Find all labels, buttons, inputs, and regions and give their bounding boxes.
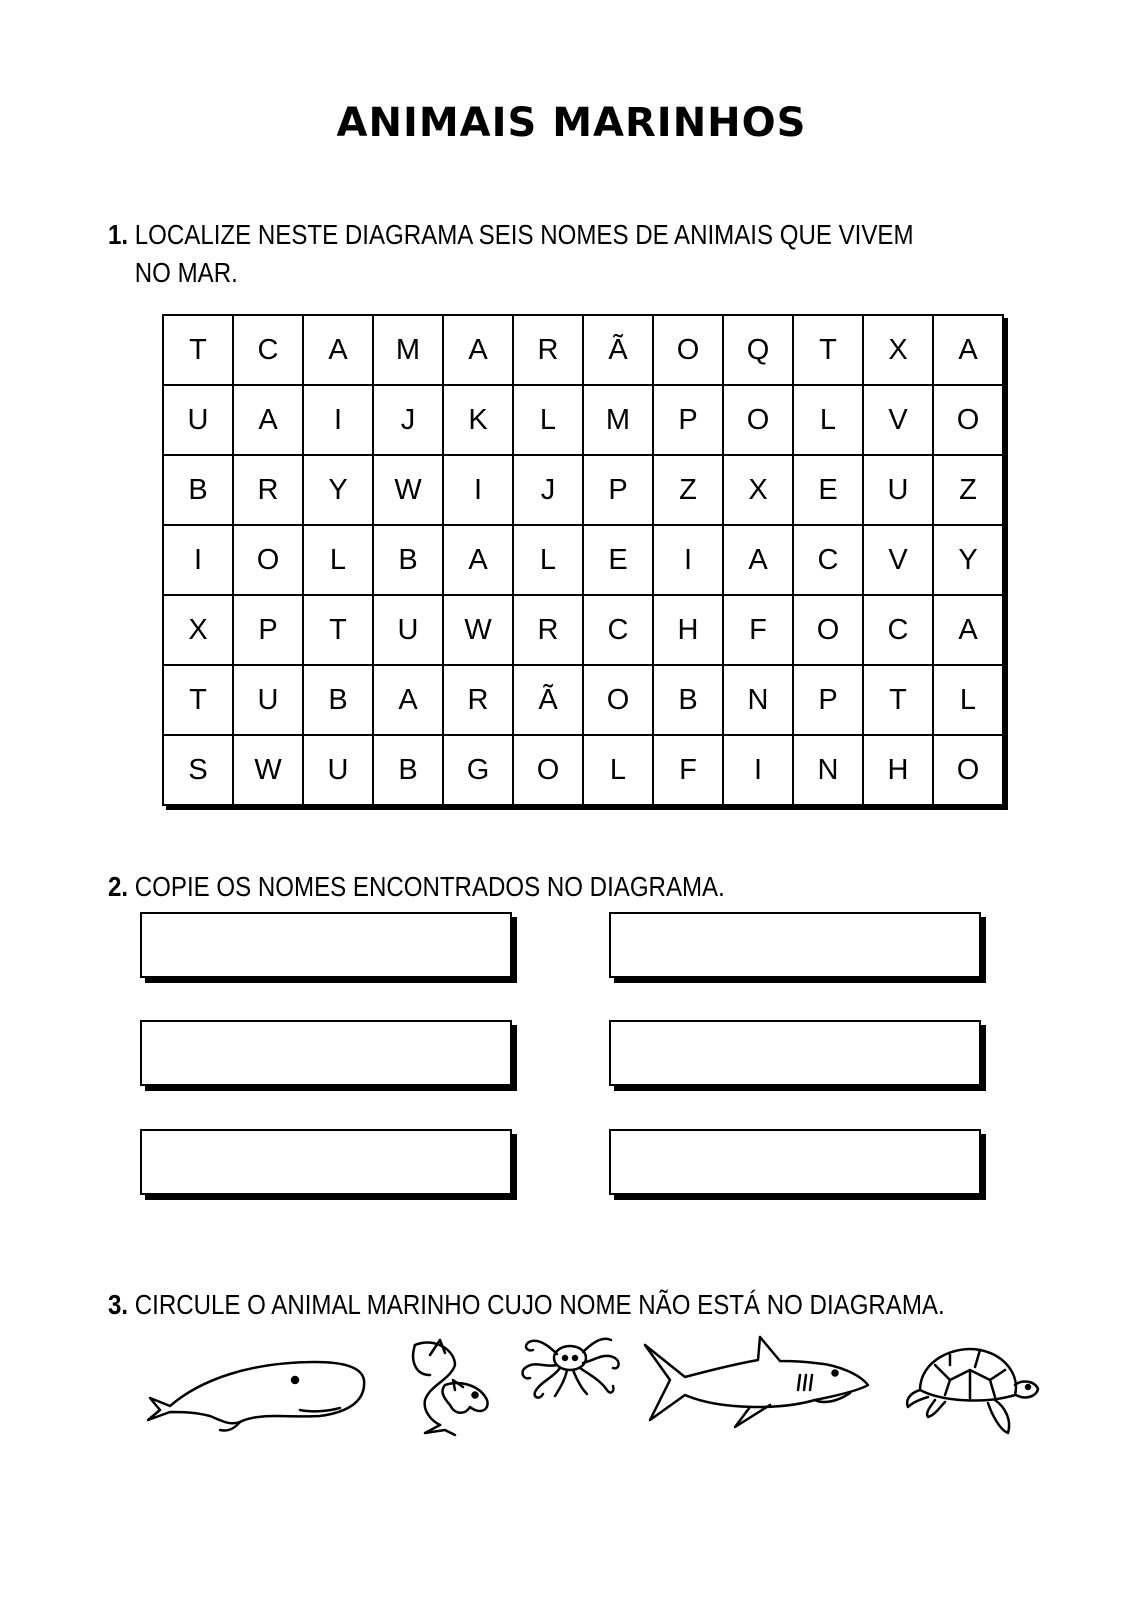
shark-icon[interactable]: [640, 1335, 870, 1435]
answer-box-6[interactable]: [609, 1129, 981, 1195]
grid-cell[interactable]: N: [794, 736, 864, 806]
grid-cell[interactable]: Y: [934, 526, 1004, 596]
grid-cell[interactable]: A: [724, 526, 794, 596]
grid-cell[interactable]: R: [444, 666, 514, 736]
grid-cell[interactable]: O: [654, 316, 724, 386]
grid-cell[interactable]: I: [724, 736, 794, 806]
grid-cell[interactable]: I: [654, 526, 724, 596]
question-1: [108, 216, 914, 292]
grid-cell[interactable]: Y: [304, 456, 374, 526]
grid-cell[interactable]: A: [934, 596, 1004, 666]
animal-pictures: [140, 1330, 1060, 1450]
grid-cell[interactable]: K: [444, 386, 514, 456]
grid-cell[interactable]: M: [584, 386, 654, 456]
whale-icon[interactable]: [140, 1350, 370, 1430]
grid-cell[interactable]: O: [934, 386, 1004, 456]
grid-cell[interactable]: E: [584, 526, 654, 596]
grid-cell[interactable]: Z: [934, 456, 1004, 526]
grid-cell[interactable]: V: [864, 386, 934, 456]
grid-cell[interactable]: J: [514, 456, 584, 526]
grid-cell[interactable]: L: [794, 386, 864, 456]
grid-cell[interactable]: I: [164, 526, 234, 596]
answer-box-3[interactable]: [140, 1020, 512, 1086]
question-1-number: 1.: [108, 219, 129, 250]
grid-cell[interactable]: R: [514, 596, 584, 666]
grid-cell[interactable]: C: [794, 526, 864, 596]
grid-cell[interactable]: Q: [724, 316, 794, 386]
grid-cell[interactable]: Ã: [514, 666, 584, 736]
grid-cell[interactable]: F: [724, 596, 794, 666]
octopus-icon[interactable]: [515, 1330, 625, 1400]
grid-cell[interactable]: U: [864, 456, 934, 526]
grid-cell[interactable]: L: [584, 736, 654, 806]
grid-cell[interactable]: W: [444, 596, 514, 666]
grid-cell[interactable]: U: [304, 736, 374, 806]
grid-cell[interactable]: B: [374, 736, 444, 806]
grid-cell[interactable]: T: [794, 316, 864, 386]
question-3-number: 3.: [108, 1289, 129, 1320]
answer-box-1[interactable]: [140, 912, 512, 978]
turtle-icon[interactable]: [900, 1345, 1040, 1435]
grid-cell[interactable]: C: [234, 316, 304, 386]
grid-cell[interactable]: U: [234, 666, 304, 736]
grid-cell[interactable]: P: [584, 456, 654, 526]
grid-cell[interactable]: P: [234, 596, 304, 666]
grid-cell[interactable]: S: [164, 736, 234, 806]
grid-cell[interactable]: L: [304, 526, 374, 596]
grid-cell[interactable]: I: [304, 386, 374, 456]
question-3-text: CIRCULE O ANIMAL MARINHO CUJO NOME NÃO ESTÁ NO DIAGRAMA.: [134, 1289, 945, 1320]
grid-cell[interactable]: Ã: [584, 316, 654, 386]
grid-cell[interactable]: O: [234, 526, 304, 596]
grid-cell[interactable]: L: [934, 666, 1004, 736]
grid-cell[interactable]: X: [724, 456, 794, 526]
grid-cell[interactable]: Z: [654, 456, 724, 526]
grid-cell[interactable]: A: [234, 386, 304, 456]
grid-cell[interactable]: U: [374, 596, 444, 666]
question-2: [108, 868, 725, 906]
grid-cell[interactable]: H: [864, 736, 934, 806]
grid-cell[interactable]: R: [514, 316, 584, 386]
grid-cell[interactable]: F: [654, 736, 724, 806]
grid-cell[interactable]: U: [164, 386, 234, 456]
answer-box-2[interactable]: [609, 912, 981, 978]
question-3: [108, 1286, 945, 1324]
grid-cell[interactable]: R: [234, 456, 304, 526]
grid-cell[interactable]: O: [934, 736, 1004, 806]
grid-cell[interactable]: B: [164, 456, 234, 526]
word-search-grid: [162, 314, 1004, 806]
grid-cell[interactable]: V: [864, 526, 934, 596]
grid-cell[interactable]: T: [304, 596, 374, 666]
question-1-line-2: NO MAR.: [134, 257, 238, 288]
grid-cell[interactable]: A: [374, 666, 444, 736]
grid-cell[interactable]: M: [374, 316, 444, 386]
grid-cell[interactable]: P: [794, 666, 864, 736]
question-1-line-1: LOCALIZE NESTE DIAGRAMA SEIS NOMES DE ANIMAIS QUE VIVEM: [134, 219, 914, 250]
question-2-number: 2.: [108, 871, 129, 902]
grid-cell[interactable]: W: [374, 456, 444, 526]
question-1-text: [135, 216, 914, 292]
grid-cell[interactable]: P: [654, 386, 724, 456]
grid-cell[interactable]: E: [794, 456, 864, 526]
grid-cell[interactable]: O: [724, 386, 794, 456]
page-title: ANIMAIS MARINHOS: [336, 100, 807, 146]
answer-box-4[interactable]: [609, 1020, 981, 1086]
grid-cell[interactable]: A: [304, 316, 374, 386]
grid-cell[interactable]: O: [514, 736, 584, 806]
grid-cell[interactable]: B: [374, 526, 444, 596]
grid-cell[interactable]: C: [864, 596, 934, 666]
grid-cell[interactable]: O: [584, 666, 654, 736]
grid-cell[interactable]: W: [234, 736, 304, 806]
grid-cell[interactable]: G: [444, 736, 514, 806]
grid-cell[interactable]: A: [444, 316, 514, 386]
grid-cell[interactable]: A: [444, 526, 514, 596]
grid-cell[interactable]: T: [164, 316, 234, 386]
answer-box-5[interactable]: [140, 1129, 512, 1195]
grid-cell[interactable]: L: [514, 526, 584, 596]
question-2-text: COPIE OS NOMES ENCONTRADOS NO DIAGRAMA.: [134, 871, 725, 902]
grid-cell[interactable]: J: [374, 386, 444, 456]
grid-cell[interactable]: T: [164, 666, 234, 736]
dolphin-icon[interactable]: [395, 1335, 495, 1435]
grid-cell[interactable]: I: [444, 456, 514, 526]
grid-cell[interactable]: X: [864, 316, 934, 386]
grid-cell[interactable]: A: [934, 316, 1004, 386]
grid-cell[interactable]: H: [654, 596, 724, 666]
grid-cell[interactable]: O: [794, 596, 864, 666]
grid-cell[interactable]: C: [584, 596, 654, 666]
grid-cell[interactable]: N: [724, 666, 794, 736]
grid-cell[interactable]: T: [864, 666, 934, 736]
grid-cell[interactable]: B: [654, 666, 724, 736]
grid-cell[interactable]: X: [164, 596, 234, 666]
grid-cell[interactable]: B: [304, 666, 374, 736]
grid-cell[interactable]: L: [514, 386, 584, 456]
